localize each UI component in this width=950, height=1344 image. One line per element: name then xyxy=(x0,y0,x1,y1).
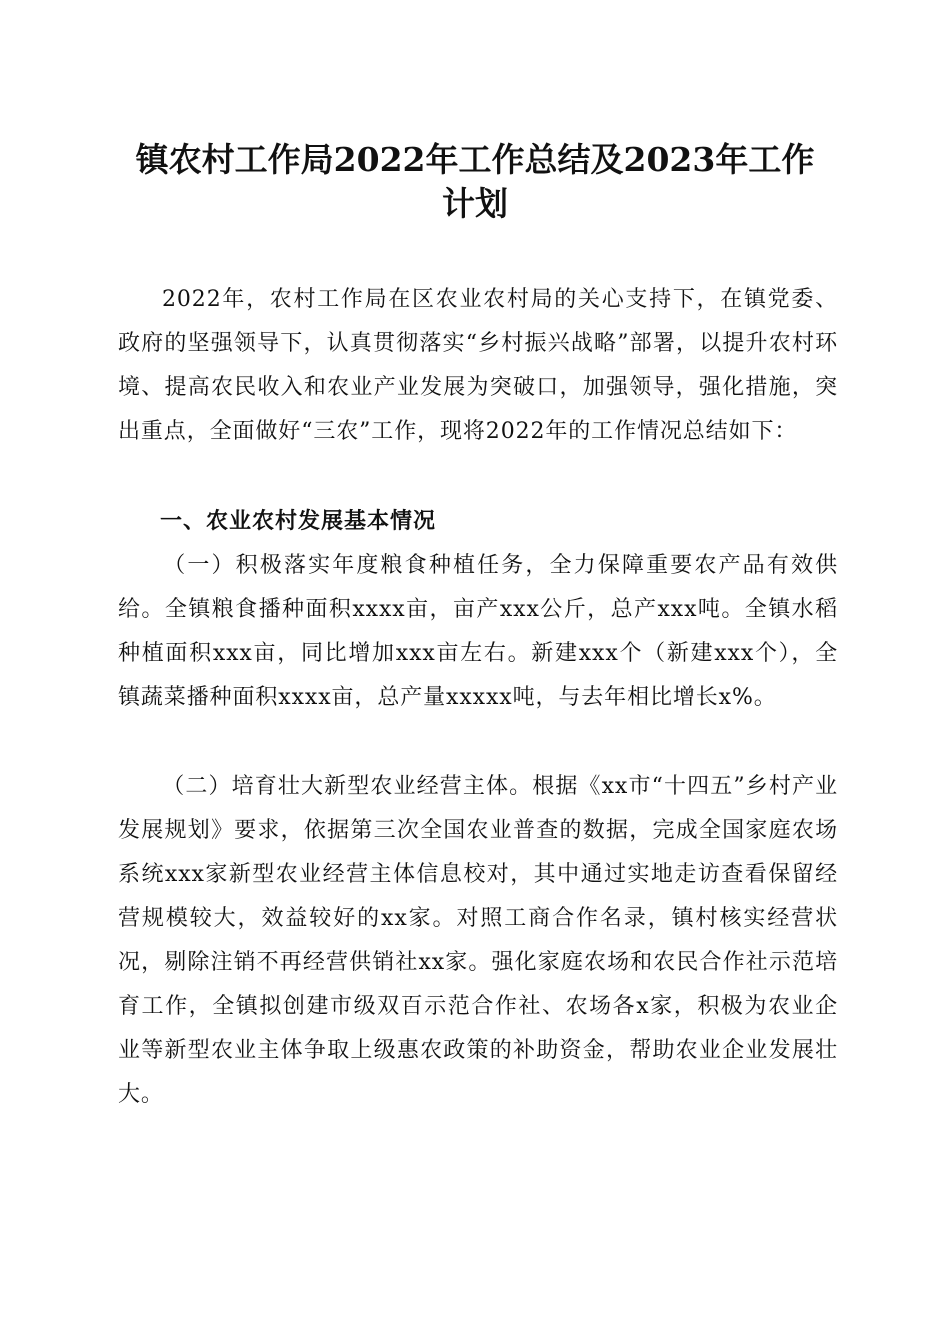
paragraph-grain-supply-text: （一）积极落实年度粮食种植任务，全力保障重要农产品有效供给。全镇粮食播种面积xxxx亩，亩产xxx公斤，总产xxx吨。全镇水稻种植面积xxx亩，同比增加xxx亩左右。新建xxx个（新建xxx个），全镇蔬菜播种面积xxxx亩，总产量xxxxx吨，与去年相比增长x%。 xyxy=(118,553,838,710)
intro-paragraph xyxy=(118,278,838,454)
document-title-line-2: 计划 xyxy=(442,184,508,223)
paragraph-new-agri-entities xyxy=(118,765,838,1117)
document-title-line-1: 镇农村工作局2022年工作总结及2023年工作 xyxy=(135,140,815,179)
intro-paragraph-text: 2022年，农村工作局在区农业农村局的关心支持下，在镇党委、政府的坚强领导下，认真贯彻落实“乡村振兴战略”部署，以提升农村环境、提高农民收入和农业产业发展为突破口，加强领导，强化措施，突出重点，全面做好“三农”工作，现将2022年的工作情况总结如下： xyxy=(118,287,838,444)
section-heading: 一、农业农村发展基本情况 xyxy=(160,509,437,534)
paragraph-grain-supply xyxy=(118,544,838,720)
paragraph-new-agri-entities-text: （二）培育壮大新型农业经营主体。根据《xx市“十四五”乡村产业发展规划》要求，依据第三次全国农业普查的数据，完成全国家庭农场系统xxx家新型农业经营主体信息校对，其中通过实地走访查看保留经营规模较大，效益较好的xx家。对照工商合作名录，镇村核实经营状况，剔除注销不再经营供销社xx家。强化家庭农场和农民合作社示范培育工作，全镇拟创建市级双百示范合作社、农场各x家，积极为农业企业等新型农业主体争取上级惠农政策的补助资金，帮助农业企业发展壮大。 xyxy=(118,774,838,1107)
